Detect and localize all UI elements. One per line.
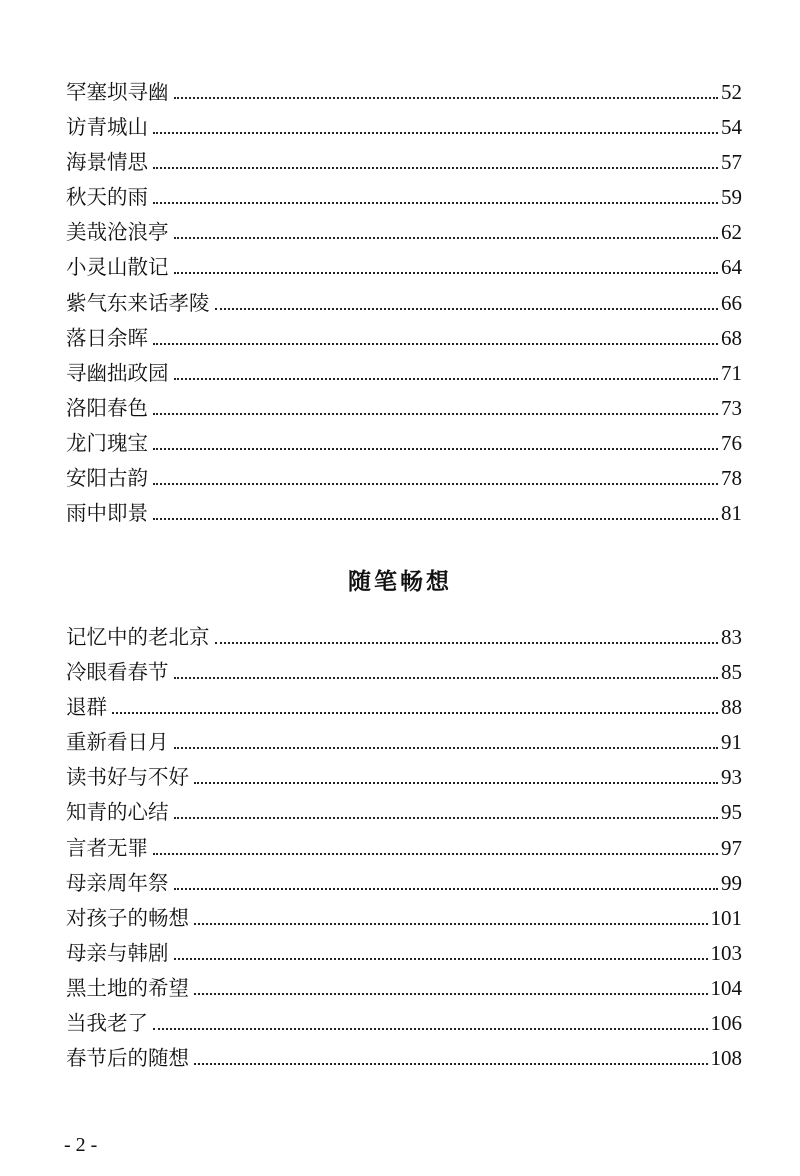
toc-entry-page: 104 <box>710 975 742 1000</box>
toc-entry-title: 落日余晖 <box>66 325 148 350</box>
toc-entry[interactable] <box>66 391 742 426</box>
toc-entry[interactable] <box>66 496 742 531</box>
dot-leader <box>174 888 719 890</box>
toc-entry[interactable] <box>66 936 742 971</box>
toc-entry-title: 当我老了 <box>66 1011 148 1036</box>
toc-entry-title: 罕塞坝寻幽 <box>66 80 169 104</box>
toc-entry-title: 读书好与不好 <box>66 765 189 790</box>
toc-entry-title: 知青的心结 <box>66 800 169 825</box>
dot-leader <box>194 782 718 784</box>
dot-leader <box>174 237 719 239</box>
dot-leader <box>194 993 708 995</box>
dot-leader <box>215 642 719 644</box>
toc-entry[interactable] <box>66 760 742 795</box>
toc-entry[interactable] <box>66 286 742 321</box>
toc-entry-page: 95 <box>721 800 742 825</box>
toc-entry-page: 64 <box>721 255 742 280</box>
toc-entry-title: 紫气东来话孝陵 <box>66 290 210 315</box>
toc-entry-page: 103 <box>710 940 742 965</box>
toc-entry[interactable] <box>66 250 742 285</box>
toc-entry-page: 97 <box>721 835 742 860</box>
toc-list-travel <box>66 75 742 531</box>
toc-entry[interactable] <box>66 461 742 496</box>
toc-entry-page: 88 <box>721 695 742 720</box>
toc-entry-page: 57 <box>721 150 742 175</box>
toc-entry-title: 春节后的随想 <box>66 1046 189 1071</box>
toc-entry-title: 黑土地的希望 <box>66 975 189 1000</box>
toc-entry-page: 59 <box>721 185 742 210</box>
dot-leader <box>174 378 719 380</box>
toc-entry-title: 言者无罪 <box>66 835 148 860</box>
toc-entry-page: 101 <box>710 905 742 930</box>
toc-entry[interactable] <box>66 321 742 356</box>
dot-leader <box>174 272 719 274</box>
toc-entry-title: 母亲与韩剧 <box>66 940 169 965</box>
toc-entry[interactable] <box>66 901 742 936</box>
toc-entry-page: 108 <box>710 1046 742 1071</box>
toc-entry-page: 73 <box>721 395 742 420</box>
toc-entry-page: 52 <box>721 80 742 104</box>
dot-leader <box>174 97 719 99</box>
page-number: - 2 - <box>64 1134 98 1156</box>
toc-entry[interactable] <box>66 690 742 725</box>
dot-leader <box>174 747 719 749</box>
dot-leader <box>215 308 719 310</box>
dot-leader <box>153 413 718 415</box>
toc-entry-title: 对孩子的畅想 <box>66 905 189 930</box>
toc-entry[interactable] <box>66 831 742 866</box>
toc-entry-page: 78 <box>721 466 742 491</box>
toc-entry-page: 68 <box>721 325 742 350</box>
dot-leader <box>153 132 718 134</box>
toc-entry-page: 93 <box>721 765 742 790</box>
toc-entry[interactable] <box>66 1041 742 1076</box>
toc-entry[interactable] <box>66 110 742 145</box>
dot-leader <box>174 958 708 960</box>
toc-entry-page: 81 <box>721 501 742 526</box>
toc-entry[interactable] <box>66 971 742 1006</box>
toc-entry-title: 龙门瑰宝 <box>66 430 148 455</box>
toc-entry-title: 小灵山散记 <box>66 255 169 280</box>
toc-entry[interactable] <box>66 620 742 655</box>
dot-leader <box>194 923 708 925</box>
toc-entry-title: 母亲周年祭 <box>66 870 169 895</box>
dot-leader <box>153 202 718 204</box>
toc-entry-title: 冷眼看春节 <box>66 660 169 685</box>
toc-list-essays <box>66 620 742 1076</box>
dot-leader <box>153 483 718 485</box>
dot-leader <box>194 1063 708 1065</box>
toc-entry-title: 海景情思 <box>66 150 148 175</box>
toc-entry-title: 退群 <box>66 695 107 720</box>
toc-entry-title: 访青城山 <box>66 115 148 140</box>
toc-entry[interactable] <box>66 75 742 110</box>
toc-entry-page: 76 <box>721 430 742 455</box>
toc-entry-page: 54 <box>721 115 742 140</box>
toc-entry-page: 71 <box>721 360 742 385</box>
dot-leader <box>153 343 718 345</box>
dot-leader <box>153 853 718 855</box>
toc-entry-page: 91 <box>721 730 742 755</box>
toc-entry-page: 66 <box>721 290 742 315</box>
toc-entry-title: 重新看日月 <box>66 730 169 755</box>
toc-entry-page: 106 <box>710 1011 742 1036</box>
dot-leader <box>153 1028 708 1030</box>
toc-entry[interactable] <box>66 725 742 760</box>
toc-entry-title: 美哉沧浪亭 <box>66 220 169 245</box>
section-heading: 随笔畅想 <box>348 568 452 595</box>
dot-leader <box>153 518 718 520</box>
toc-entry-title: 洛阳春色 <box>66 395 148 420</box>
toc-entry[interactable] <box>66 655 742 690</box>
toc-entry-page: 62 <box>721 220 742 245</box>
toc-entry-title: 记忆中的老北京 <box>66 625 210 649</box>
dot-leader <box>112 712 718 714</box>
toc-entry[interactable] <box>66 215 742 250</box>
toc-entry[interactable] <box>66 1006 742 1041</box>
dot-leader <box>153 167 718 169</box>
toc-entry-title: 寻幽拙政园 <box>66 360 169 385</box>
dot-leader <box>153 448 718 450</box>
toc-entry[interactable] <box>66 795 742 830</box>
toc-entry[interactable] <box>66 356 742 391</box>
toc-entry[interactable] <box>66 180 742 215</box>
toc-entry[interactable] <box>66 426 742 461</box>
dot-leader <box>174 677 719 679</box>
toc-entry-page: 83 <box>721 625 742 649</box>
toc-entry-page: 85 <box>721 660 742 685</box>
toc-entry-title: 安阳古韵 <box>66 466 148 491</box>
toc-entry-page: 99 <box>721 870 742 895</box>
dot-leader <box>174 817 719 819</box>
toc-entry-title: 秋天的雨 <box>66 185 148 210</box>
toc-entry-title: 雨中即景 <box>66 501 148 526</box>
toc-entry[interactable] <box>66 145 742 180</box>
toc-entry[interactable] <box>66 866 742 901</box>
